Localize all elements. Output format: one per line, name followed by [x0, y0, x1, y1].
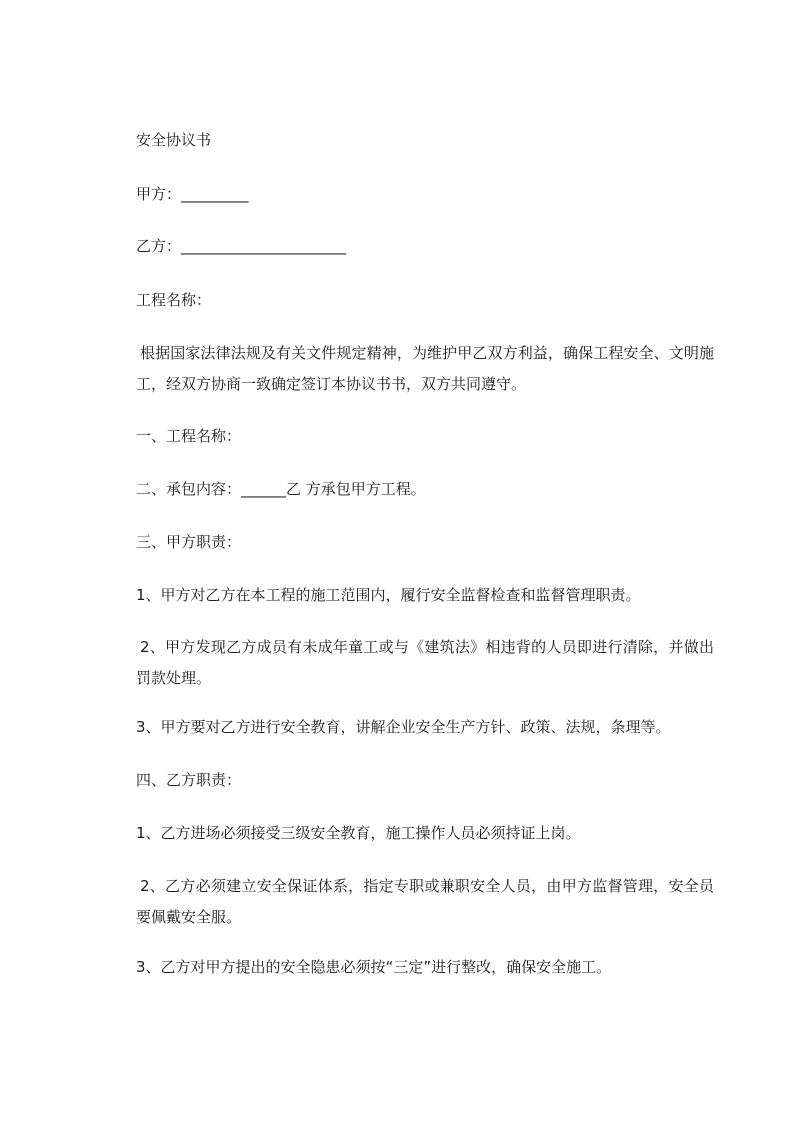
section-4-heading: 四、乙方职责：	[136, 771, 242, 789]
list-item: 1、乙方进场必须接受三级安全教育，施工操作人员必须持证上岗。	[136, 824, 581, 842]
section-3-heading: 三、甲方职责：	[136, 533, 242, 551]
party-b-line: 乙方：______________________	[136, 237, 347, 255]
section-1-heading: 一、工程名称：	[136, 427, 242, 445]
list-item: 3、甲方要对乙方进行安全教育，讲解企业安全生产方针、政策、法规，条理等。	[136, 718, 671, 736]
list-item: 3、乙方对甲方提出的安全隐患必须按“三定”进行整改，确保安全施工。	[136, 958, 612, 976]
list-item: 2、乙方必须建立安全保证体系，指定专职或兼职安全人员，由甲方监督管理，安全员要佩戴安全服。	[136, 877, 714, 926]
project-name-line: 工程名称：	[136, 291, 212, 309]
document-title: 安全协议书	[136, 131, 212, 149]
list-item: 1、甲方对乙方在本工程的施工范围内，履行安全监督检查和监督管理职责。	[136, 586, 641, 604]
section-2-heading: 二、承包内容：______乙 方承包甲方工程。	[136, 480, 426, 498]
party-a-line: 甲方：_________	[136, 185, 249, 203]
list-item: 2、甲方发现乙方成员有未成年童工或与《建筑法》相违背的人员即进行清除，并做出罚款处理。	[136, 638, 714, 687]
intro-paragraph: 根据国家法律法规及有关文件规定精神，为维护甲乙双方利益，确保工程安全、文明施工，经双方协商一致确定签订本协议书书，双方共同遵守。	[136, 344, 714, 393]
